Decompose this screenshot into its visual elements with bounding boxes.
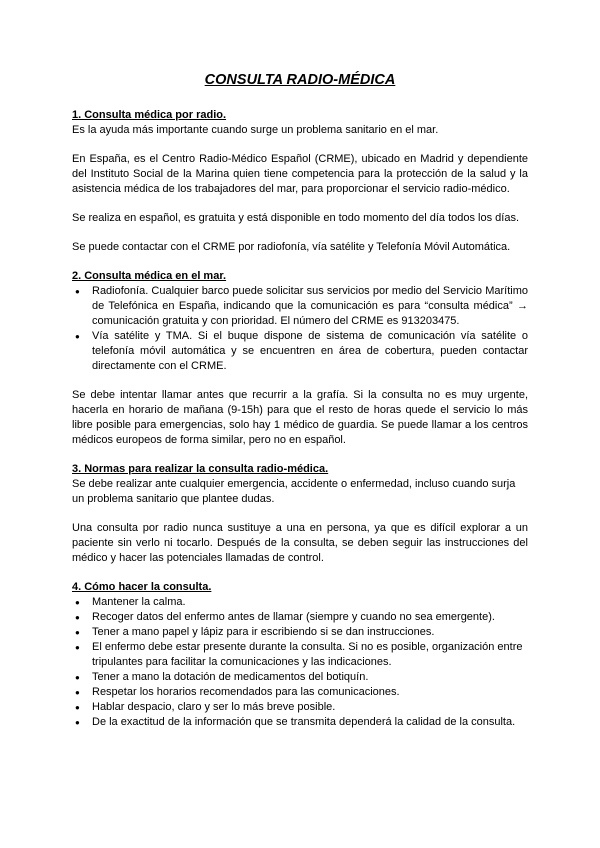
list-item: ● Mantener la calma. bbox=[90, 595, 528, 610]
section-1-paragraph: Se puede contactar con el CRME por radiofonía, vía satélite y Telefonía Móvil Automática. bbox=[72, 241, 511, 253]
section-4-list bbox=[72, 595, 528, 730]
section-1-paragraph: En España, es el Centro Radio-Médico Español (CRME), ubicado en Madrid y dependiente del Instituto Social de la Marina quien tiene competencia para la protección de la salud y la asistencia médica de los trabajadores del mar, para proporcionar el servicio radio-médico. bbox=[72, 153, 528, 195]
list-item: ● Tener a mano papel y lápiz para ir escribiendo si se dan instrucciones. bbox=[90, 625, 528, 640]
list-item: ● Vía satélite y TMA. Si el buque dispone de sistema de comunicación vía satélite o telefonía móvil automática y se encuentren en área de cobertura, pueden contactar directamente con el CRME. bbox=[90, 329, 528, 374]
list-item: ● Radiofonía. Cualquier barco puede solicitar sus servicios por medio del Servicio Marítimo de Telefónica en España, indicando que la comunicación es para “consulta médica” → comunicación gratuita y con prioridad. El número del CRME es 913203475. bbox=[90, 284, 528, 329]
document-body bbox=[72, 108, 528, 730]
section-1-heading: 1. Consulta médica por radio. bbox=[72, 109, 227, 121]
list-item: ● Respetar los horarios recomendados para las comunicaciones. bbox=[90, 685, 528, 700]
list-item: ● Hablar despacio, claro y ser lo más breve posible. bbox=[90, 700, 528, 715]
section-2-list bbox=[72, 284, 528, 374]
document-title: CONSULTA RADIO-MÉDICA bbox=[204, 72, 396, 88]
section-3-paragraph: Una consulta por radio nunca sustituye a una en persona, ya que es difícil explorar a un paciente sin verlo ni tocarlo. Después de la consulta, se deben seguir las instrucciones del médico y hacer las potenciales llamadas de control. bbox=[72, 522, 528, 564]
section-3-heading: 3. Normas para realizar la consulta radio-médica. bbox=[72, 463, 329, 475]
section-3-paragraph: Se debe realizar ante cualquier emergencia, accidente o enfermedad, incluso cuando surja un problema sanitario que plantee dudas. bbox=[72, 478, 516, 505]
section-2-heading: 2. Consulta médica en el mar. bbox=[72, 270, 227, 282]
list-item: ● Recoger datos del enfermo antes de llamar (siempre y cuando no sea emergente). bbox=[90, 610, 528, 625]
list-item: ● De la exactitud de la información que se transmita dependerá la calidad de la consulta. bbox=[90, 715, 528, 730]
list-item: ● Tener a mano la dotación de medicamentos del botiquín. bbox=[90, 670, 528, 685]
section-4-heading: 4. Cómo hacer la consulta. bbox=[72, 581, 212, 593]
section-1-paragraph: Es la ayuda más importante cuando surge un problema sanitario en el mar. bbox=[72, 124, 439, 136]
list-item: ● El enfermo debe estar presente durante la consulta. Si no es posible, organización entre tripulantes para facilitar la comunicaciones y las indicaciones. bbox=[90, 640, 528, 670]
section-1-paragraph: Se realiza en español, es gratuita y está disponible en todo momento del día todos los días. bbox=[72, 212, 520, 224]
section-2-paragraph: Se debe intentar llamar antes que recurrir a la grafía. Si la consulta no es muy urgente, hacerla en horario de mañana (9-15h) para que el resto de horas quede el servicio lo más libre posible para emergencias, solo hay 1 médico de guardia. Se puede llamar a los centros médicos europeos de forma similar, pero no en español. bbox=[72, 389, 528, 446]
